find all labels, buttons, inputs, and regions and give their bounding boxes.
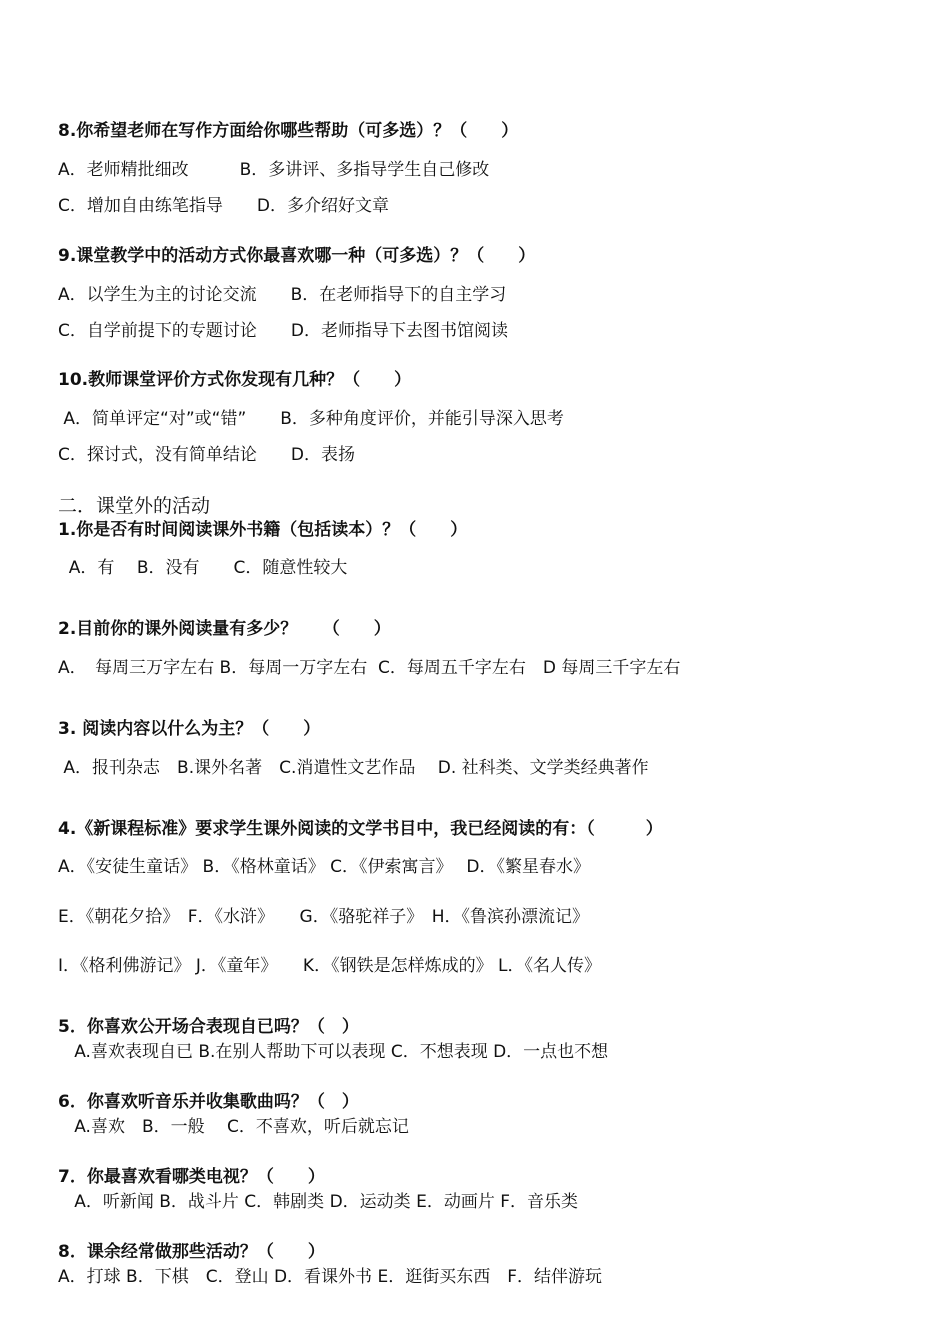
outside-question-1-options: A．有 B．没有 C．随意性较大 [58, 558, 348, 578]
question-9-options-row-1: A．以学生为主的讨论交流 B．在老师指导下的自主学习 [58, 285, 507, 305]
question-8-options-row-2: C．增加自由练笔指导 D．多介绍好文章 [58, 196, 389, 216]
outside-question-5-public-expression: 5．你喜欢公开场合表现自已吗？（ ） [58, 1017, 359, 1037]
outside-question-8-options: A．打球 B．下棋 C．登山 D．看课外书 E．逛街买东西 F．结伴游玩 [58, 1267, 602, 1287]
question-8-options-row-1: A．老师精批细改 B．多讲评、多指导学生自己修改 [58, 160, 490, 180]
outside-question-3-options: A．报刊杂志 B.课外名著 C.消遣性文艺作品 D. 社科类、文学类经典著作 [58, 758, 649, 778]
question-8-writing-help: 8.你希望老师在写作方面给你哪些帮助（可多选）？（ ） [58, 121, 519, 141]
outside-question-4-options-row-1: A．《安徒生童话》 B．《格林童话》 C．《伊索寓言》 D．《繁星春水》 [58, 857, 590, 877]
question-9-activity-style: 9.课堂教学中的活动方式你最喜欢哪一种（可多选）？（ ） [58, 246, 536, 266]
outside-question-6-music: 6．你喜欢听音乐并收集歌曲吗？（ ） [58, 1092, 359, 1112]
outside-question-7-options: A．听新闻 B．战斗片 C．韩剧类 D．运动类 E．动画片 F．音乐类 [58, 1192, 579, 1212]
outside-question-8-activities: 8．课余经常做那些活动？（ ） [58, 1242, 325, 1262]
outside-question-4-options-row-3: I．《格利佛游记》 J．《童年》 K．《钢铁是怎样炼成的》 L．《名人传》 [58, 956, 601, 976]
outside-question-7-tv: 7．你最喜欢看哪类电视？（ ） [58, 1167, 325, 1187]
outside-question-2-options: A． 每周三万字左右 B．每周一万字左右 C．每周五千字左右 D 每周三千字左右 [58, 658, 681, 678]
question-10-options-row-2: C．探讨式，没有简单结论 D．表扬 [58, 445, 355, 465]
section-heading-outside-class: 二．课堂外的活动 [58, 495, 211, 517]
outside-question-2-reading-amount: 2.目前你的课外阅读量有多少？ （ ） [58, 619, 391, 639]
question-10-evaluation: 10.教师课堂评价方式你发现有几种？（ ） [58, 370, 412, 390]
question-9-options-row-2: C．自学前提下的专题讨论 D．老师指导下去图书馆阅读 [58, 321, 508, 341]
outside-question-5-options: A.喜欢表现自已 B.在别人帮助下可以表现 C．不想表现 D．一点也不想 [58, 1042, 609, 1062]
outside-question-1-reading-time: 1.你是否有时间阅读课外书籍（包括读本）？（ ） [58, 520, 468, 540]
outside-question-4-options-row-2: E．《朝花夕拾》 F．《水浒》 G．《骆驼祥子》 H．《鲁滨孙漂流记》 [58, 907, 589, 927]
question-10-options-row-1: A．简单评定“对”或“错” B．多种角度评价，并能引导深入思考 [58, 409, 564, 429]
outside-question-4-book-list: 4.《新课程标准》要求学生课外阅读的文学书目中，我已经阅读的有：（ ） [58, 819, 663, 839]
outside-question-6-options: A.喜欢 B．一般 C．不喜欢，听后就忘记 [58, 1117, 409, 1137]
outside-question-3-reading-content: 3. 阅读内容以什么为主？（ ） [58, 719, 321, 739]
